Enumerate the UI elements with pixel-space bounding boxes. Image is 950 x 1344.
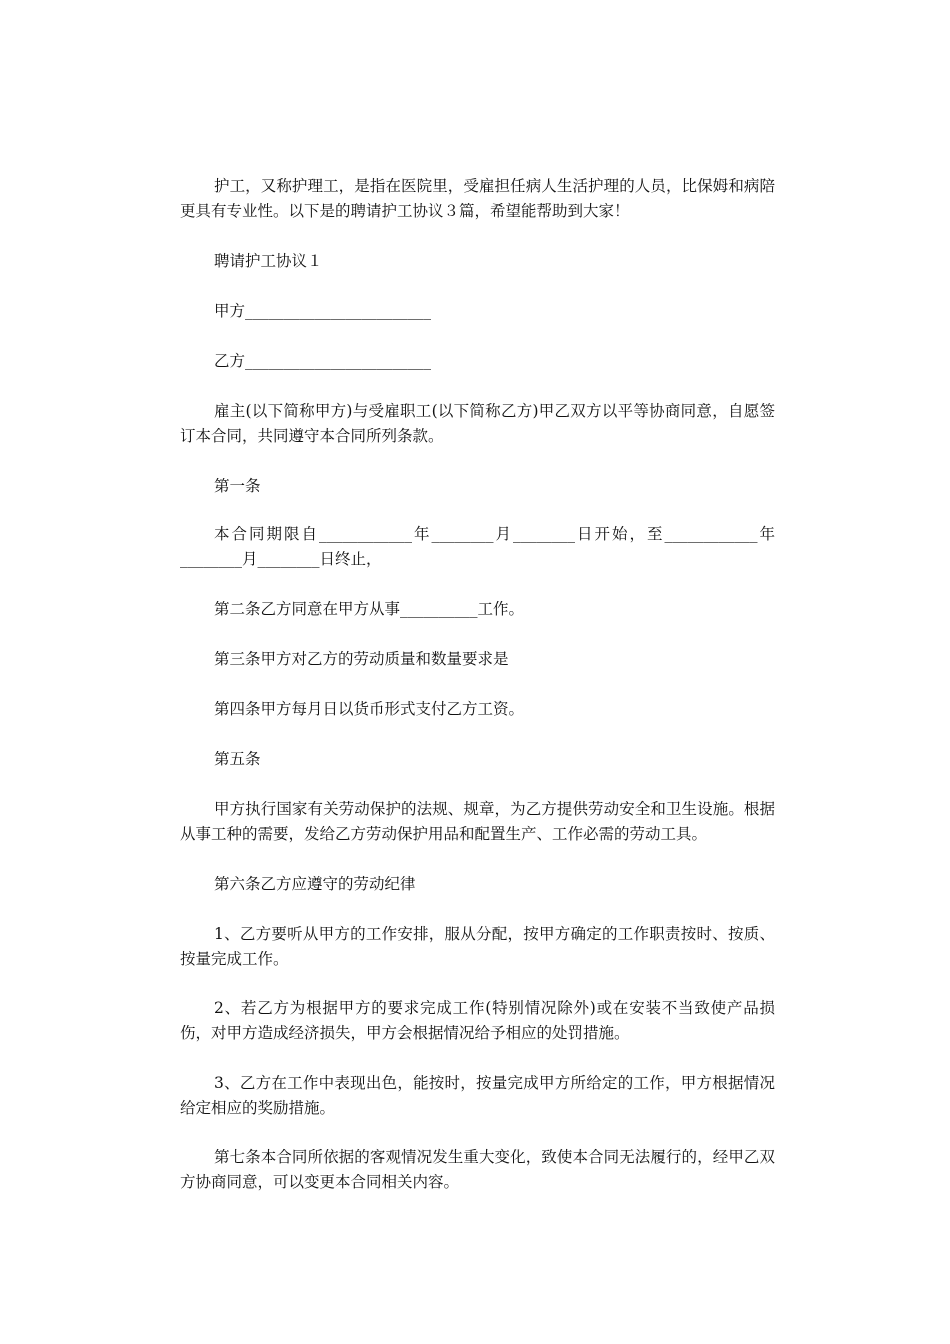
article-6-heading: 第六条乙方应遵守的劳动纪律 bbox=[214, 875, 416, 893]
article-2: 第二条乙方同意在甲方从事__________工作。 bbox=[214, 600, 525, 618]
agreement-title: 聘请护工协议１ bbox=[214, 252, 323, 270]
intro-paragraph: 护工，又称护理工，是指在医院里，受雇担任病人生活护理的人员，比保姆和病陪更具有专业性。以下是的聘请护工协议３篇，希望能帮助到大家！ bbox=[180, 177, 775, 220]
article-6-item-2: 2、若乙方为根据甲方的要求完成工作(特别情况除外)或在安装不当致使产品损伤，对甲方造成经济损失，甲方会根据情况给予相应的处罚措施。 bbox=[180, 999, 775, 1042]
article-3: 第三条甲方对乙方的劳动质量和数量要求是 bbox=[214, 650, 509, 668]
party-a-line: 甲方________________________ bbox=[214, 302, 432, 320]
article-6-item-1: 1、乙方要听从甲方的工作安排，服从分配，按甲方确定的工作职责按时、按质、按量完成工作。 bbox=[180, 925, 775, 968]
article-6-item-3: 3、乙方在工作中表现出色，能按时，按量完成甲方所给定的工作，甲方根据情况给定相应的奖励措施。 bbox=[180, 1074, 775, 1117]
article-4: 第四条甲方每月日以货币形式支付乙方工资。 bbox=[214, 700, 525, 718]
article-1-term: 本合同期限自____________年________月________日开始，至____________年________月________日终止， bbox=[180, 525, 775, 568]
party-b-line: 乙方________________________ bbox=[214, 352, 432, 370]
article-7: 第七条本合同所依据的客观情况发生重大变化，致使本合同无法履行的，经甲乙双方协商同意，可以变更本合同相关内容。 bbox=[180, 1148, 775, 1191]
article-5-body: 甲方执行国家有关劳动保护的法规、规章，为乙方提供劳动安全和卫生设施。根据从事工种的需要，发给乙方劳动保护用品和配置生产、工作必需的劳动工具。 bbox=[180, 800, 775, 843]
preamble-paragraph: 雇主(以下简称甲方)与受雇职工(以下简称乙方)甲乙双方以平等协商同意，自愿签订本合同，共同遵守本合同所列条款。 bbox=[180, 402, 775, 445]
article-5-heading: 第五条 bbox=[214, 750, 261, 768]
article-1-heading: 第一条 bbox=[214, 477, 261, 495]
